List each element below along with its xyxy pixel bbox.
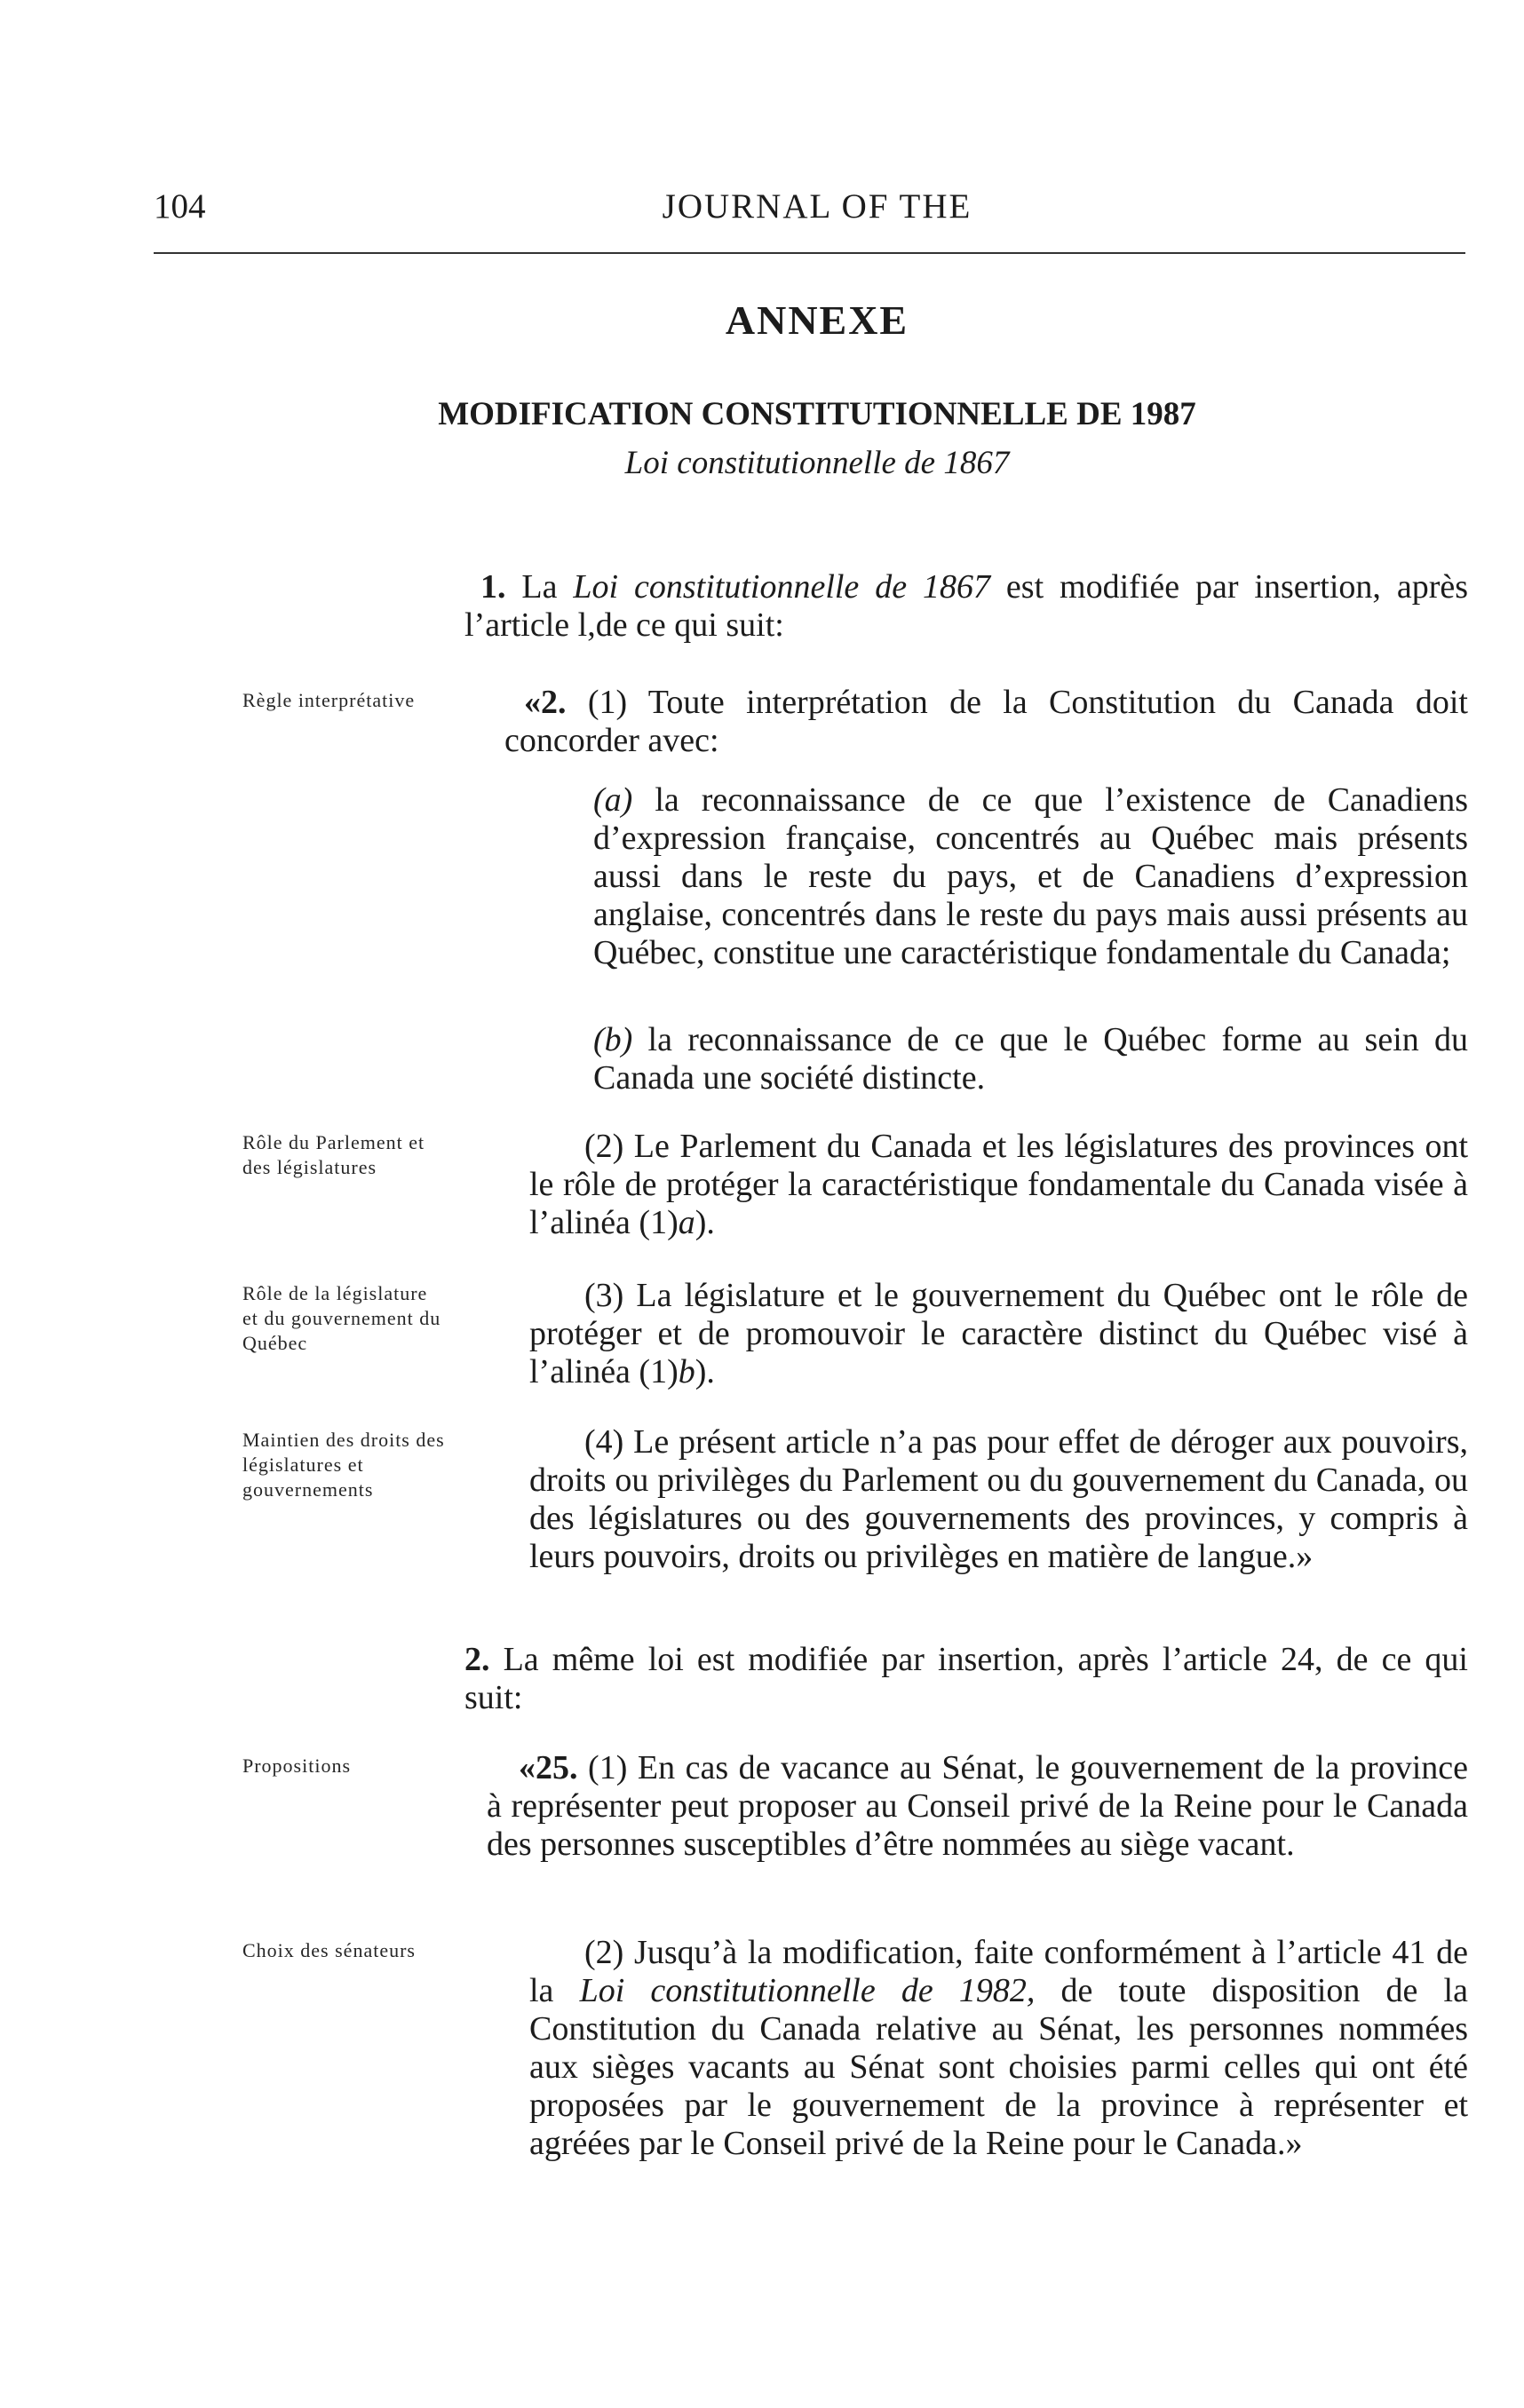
- margin-note-maintien: Maintien des droits des législatures et gouvernements: [242, 1429, 445, 1501]
- subsection-25-1: [487, 1749, 1468, 1864]
- subsection-2-2-ref: a: [678, 1204, 695, 1241]
- section-1-number: 1.: [480, 568, 506, 606]
- section-subtitle: Loi constitutionnelle de 1867: [624, 445, 1010, 481]
- running-title: JOURNAL OF THE: [662, 187, 972, 226]
- section-1-text-a: La: [505, 568, 574, 606]
- subsection-2-4: [529, 1423, 1468, 1576]
- subsection-25-1-text: (1) En cas de vacance au Sénat, le gouvernement de la province à représenter peut proposer au Conseil privé de la Reine pour le Canada des personnes susceptibles d’être nommées au siège vacant.: [487, 1749, 1468, 1863]
- section-2-act-text: La même loi est modifiée par insertion, après l’article 24, de ce qui suit:: [464, 1641, 1468, 1716]
- section-2-act-number: 2.: [464, 1641, 490, 1678]
- paragraph-2b-label: (b): [593, 1021, 633, 1058]
- subsection-2-1-text: (1) Toute interprétation de la Constitution du Canada doit concorder avec:: [504, 684, 1468, 759]
- margin-note-choix: Choix des sénateurs: [242, 1939, 416, 1961]
- page-number: 104: [154, 187, 206, 226]
- subsection-25-2-text-b: de toute disposition de la Constitution du Canada relative au Sénat, les personnes nommées aux sièges vacants au Sénat sont choisies parmi celles qui ont été proposées par le gouvernement de la province à représenter et agréées par le Conseil privé de la Reine pour le Canada.»: [529, 1972, 1468, 2162]
- paragraph-2a-text: la reconnaissance de ce que l’existence de Canadiens d’expression française, concentrés au Québec mais présents aussi dans le reste du pays, et de Canadiens d’expression anglaise, concentrés dans le reste du pays mais aussi présents au Québec, constitue une caractéristique fondamentale du Canada;: [593, 781, 1468, 971]
- section-1-act-title: Loi constitutionnelle de 1867: [573, 568, 990, 606]
- subsection-2-3-text: (3) La législature et le gouvernement du Québec ont le rôle de protéger et de promouvoir le caractère distinct du Québec visé à l’alinéa (1): [529, 1277, 1468, 1390]
- section-1-text-b: est modifiée par insertion, après l’article l,de ce qui suit:: [464, 568, 1469, 644]
- annex-title: ANNEXE: [725, 297, 909, 343]
- paragraph-2b-text: la reconnaissance de ce que le Québec forme au sein du Canada une société distincte.: [593, 1021, 1468, 1097]
- section-title: MODIFICATION CONSTITUTIONNELLE DE 1987: [438, 396, 1196, 432]
- subsection-2-1: [504, 684, 1468, 760]
- subsection-2-2-end: ).: [695, 1204, 715, 1241]
- section-2-paragraph: [464, 1641, 1468, 1717]
- subsection-2-3: [529, 1277, 1468, 1391]
- section-1-paragraph: [464, 568, 1468, 645]
- subsection-2-2-text: (2) Le Parlement du Canada et les législatures des provinces ont le rôle de protéger la caractéristique fondamentale du Canada visée à l’alinéa (1): [529, 1128, 1468, 1241]
- section-2-number: «2.: [524, 684, 567, 721]
- subsection-25-2-act-title: Loi constitutionnelle de 1982,: [579, 1972, 1036, 2009]
- header-rule: [154, 252, 1465, 254]
- section-25-number: «25.: [519, 1749, 578, 1786]
- subsection-2-2: [529, 1128, 1468, 1242]
- subsection-2-4-text: (4) Le présent article n’a pas pour effet de déroger aux pouvoirs, droits ou privilèges du Parlement ou du gouvernement du Canada, ou des législatures ou des gouvernements des provinces, y compris à leurs pouvoirs, droits ou privilèges en matière de langue.»: [529, 1423, 1468, 1575]
- subsection-2-3-ref: b: [678, 1353, 695, 1390]
- margin-note-role-quebec: Rôle de la législature et du gouvernement du Québec: [242, 1282, 441, 1354]
- paragraph-2a: [593, 781, 1468, 972]
- margin-note-regle: Règle interprétative: [242, 689, 416, 711]
- subsection-25-2: [529, 1934, 1468, 2163]
- margin-note-propositions: Propositions: [242, 1755, 352, 1777]
- subsection-25-2-text-a: (2) Jusqu’à la modification, faite conformément à l’article 41 de la: [529, 1934, 1468, 2009]
- subsection-2-3-end: ).: [695, 1353, 715, 1390]
- margin-note-role-parlement: Rôle du Parlement et des législatures: [242, 1131, 425, 1178]
- paragraph-2a-label: (a): [593, 781, 633, 819]
- paragraph-2b: [593, 1021, 1468, 1097]
